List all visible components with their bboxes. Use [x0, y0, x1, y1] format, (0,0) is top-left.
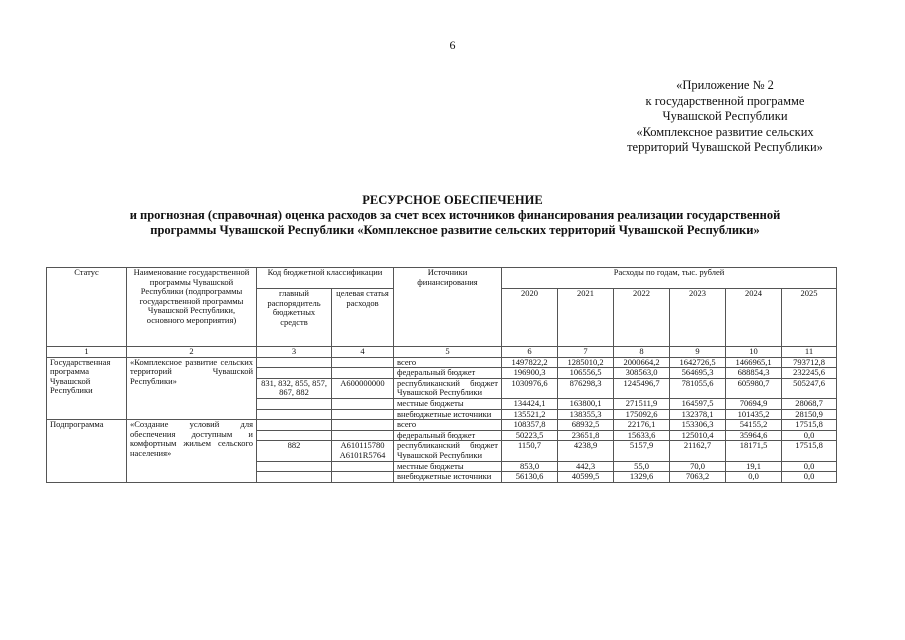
row-value: 22176,1	[614, 420, 670, 431]
page-number: 6	[449, 38, 456, 52]
row-value: 0,0	[782, 430, 837, 441]
row-value: 35964,6	[726, 430, 782, 441]
row-value: 108357,8	[502, 420, 558, 431]
row-value: 153306,3	[670, 420, 726, 431]
header-year: 2025	[782, 289, 837, 347]
row-source: федеральный бюджет	[394, 368, 502, 379]
row-value: 1642726,5	[670, 357, 726, 368]
row-code-main-empty	[257, 472, 332, 483]
row-code-target: А610115780 А6101R5764	[332, 441, 394, 461]
row-value: 0,0	[782, 461, 837, 472]
row-value: 1329,6	[614, 472, 670, 483]
row-value: 1497822,2	[502, 357, 558, 368]
document-subtitle	[70, 208, 840, 238]
row-value: 101435,2	[726, 409, 782, 420]
row-code-main-empty	[257, 461, 332, 472]
row-value: 442,3	[558, 461, 614, 472]
row-source: республиканский бюджет Чувашской Республики	[394, 378, 502, 398]
header-budget-code: Код бюджетной классификации	[257, 268, 394, 289]
row-value: 21162,7	[670, 441, 726, 461]
appendix-note	[600, 78, 850, 156]
column-number: 7	[558, 347, 614, 358]
header-year: 2022	[614, 289, 670, 347]
row-value: 0,0	[782, 472, 837, 483]
column-number: 8	[614, 347, 670, 358]
table-body	[47, 268, 837, 483]
row-value: 28150,9	[782, 409, 837, 420]
header-expenses: Расходы по годам, тыс. рублей	[502, 268, 837, 289]
row-value: 781055,6	[670, 378, 726, 398]
row-value: 68932,5	[558, 420, 614, 431]
row-value: 163800,1	[558, 398, 614, 409]
header-main-manager: главный распорядитель бюджетных средств	[257, 289, 332, 347]
column-number: 1	[47, 347, 127, 358]
row-code-target: А600000000	[332, 378, 394, 398]
row-value: 232245,6	[782, 368, 837, 379]
row-value: 1030976,6	[502, 378, 558, 398]
row-value: 5157,9	[614, 441, 670, 461]
row-code-main-empty	[257, 409, 332, 420]
row-value: 688854,3	[726, 368, 782, 379]
header-year: 2020	[502, 289, 558, 347]
column-number: 4	[332, 347, 394, 358]
row-value: 1285010,2	[558, 357, 614, 368]
row-source: внебюджетные источники	[394, 472, 502, 483]
row-value: 132378,1	[670, 409, 726, 420]
row-code-main-empty	[257, 420, 332, 431]
row-value: 0,0	[726, 472, 782, 483]
row-value: 876298,3	[558, 378, 614, 398]
row-value: 28068,7	[782, 398, 837, 409]
row-source: местные бюджеты	[394, 461, 502, 472]
column-number: 9	[670, 347, 726, 358]
row-code-target-empty	[332, 420, 394, 431]
row-status: Подпрограмма	[47, 420, 127, 483]
resource-table	[46, 267, 837, 483]
row-code-target-empty	[332, 398, 394, 409]
row-value: 196900,3	[502, 368, 558, 379]
row-value: 605980,7	[726, 378, 782, 398]
row-code-main-empty	[257, 430, 332, 441]
row-value: 54155,2	[726, 420, 782, 431]
row-value: 308563,0	[614, 368, 670, 379]
row-source: всего	[394, 357, 502, 368]
appendix-line: территорий Чувашской Республики»	[627, 140, 823, 154]
row-value: 40599,5	[558, 472, 614, 483]
appendix-line: к государственной программе	[645, 93, 805, 108]
row-value: 15633,6	[614, 430, 670, 441]
appendix-line: «Приложение № 2	[676, 78, 774, 92]
table-row	[47, 420, 837, 431]
header-target-article: целевая статья расходов	[332, 289, 394, 347]
row-value: 164597,5	[670, 398, 726, 409]
header-sources: Источники финансирования	[394, 268, 502, 347]
header-year: 2021	[558, 289, 614, 347]
column-number: 2	[127, 347, 257, 358]
row-name: «Комплексное развитие сельских территорий Чувашской Республики»	[127, 357, 257, 420]
row-source: республиканский бюджет Чувашской Республики	[394, 441, 502, 461]
column-number: 3	[257, 347, 332, 358]
table-row	[47, 357, 837, 368]
row-value: 70694,9	[726, 398, 782, 409]
row-value: 106556,5	[558, 368, 614, 379]
subtitle-line: и прогнозная (справочная) оценка расходов за счет всех источников финансирования реализации государственной	[129, 208, 781, 222]
row-value: 55,0	[614, 461, 670, 472]
appendix-line: Чувашской Республики	[662, 109, 788, 123]
row-value: 7063,2	[670, 472, 726, 483]
row-value: 1245496,7	[614, 378, 670, 398]
subtitle-line: программы Чувашской Республики «Комплексное развитие сельских территорий Чувашской Республики»	[150, 223, 760, 237]
row-source: всего	[394, 420, 502, 431]
appendix-line: «Комплексное развитие сельских	[636, 124, 814, 139]
header-name: Наименование государственной программы Чувашской Республики (подпрограммы государственной программы Чувашской Республики, основного мероприятия)	[127, 268, 257, 347]
column-number: 6	[502, 347, 558, 358]
row-value: 18171,5	[726, 441, 782, 461]
row-code-main-empty	[257, 357, 332, 368]
row-code-target-empty	[332, 430, 394, 441]
row-value: 1150,7	[502, 441, 558, 461]
column-number: 11	[782, 347, 837, 358]
row-code-target-empty	[332, 472, 394, 483]
row-source: внебюджетные источники	[394, 409, 502, 420]
row-value: 2000664,2	[614, 357, 670, 368]
row-code-main-empty	[257, 398, 332, 409]
row-source: местные бюджеты	[394, 398, 502, 409]
row-value: 853,0	[502, 461, 558, 472]
row-source: федеральный бюджет	[394, 430, 502, 441]
row-status: Государственная программа Чувашской Республики	[47, 357, 127, 420]
row-value: 4238,9	[558, 441, 614, 461]
row-value: 793712,8	[782, 357, 837, 368]
row-value: 23651,8	[558, 430, 614, 441]
row-code-main: 831, 832, 855, 857, 867, 882	[257, 378, 332, 398]
row-value: 56130,6	[502, 472, 558, 483]
row-code-target-empty	[332, 409, 394, 420]
row-value: 134424,1	[502, 398, 558, 409]
header-row	[47, 268, 837, 289]
row-value: 50223,5	[502, 430, 558, 441]
column-number: 10	[726, 347, 782, 358]
row-value: 271511,9	[614, 398, 670, 409]
header-status: Статус	[47, 268, 127, 347]
row-value: 564695,3	[670, 368, 726, 379]
header-year: 2024	[726, 289, 782, 347]
row-value: 175092,6	[614, 409, 670, 420]
row-value: 1466965,1	[726, 357, 782, 368]
document-title: РЕСУРСНОЕ ОБЕСПЕЧЕНИЕ	[362, 193, 543, 207]
row-value: 17515,8	[782, 441, 837, 461]
row-code-target-empty	[332, 357, 394, 368]
row-code-target-empty	[332, 368, 394, 379]
row-value: 135521,2	[502, 409, 558, 420]
row-value: 125010,4	[670, 430, 726, 441]
row-name: «Создание условий для обеспечения доступным и комфортным жильем сельского населения»	[127, 420, 257, 483]
row-code-main-empty	[257, 368, 332, 379]
column-number: 5	[394, 347, 502, 358]
row-value: 138355,3	[558, 409, 614, 420]
row-code-target-empty	[332, 461, 394, 472]
row-value: 19,1	[726, 461, 782, 472]
column-number-row	[47, 347, 837, 358]
row-value: 70,0	[670, 461, 726, 472]
header-year: 2023	[670, 289, 726, 347]
row-code-main: 882	[257, 441, 332, 461]
row-value: 17515,8	[782, 420, 837, 431]
row-value: 505247,6	[782, 378, 837, 398]
